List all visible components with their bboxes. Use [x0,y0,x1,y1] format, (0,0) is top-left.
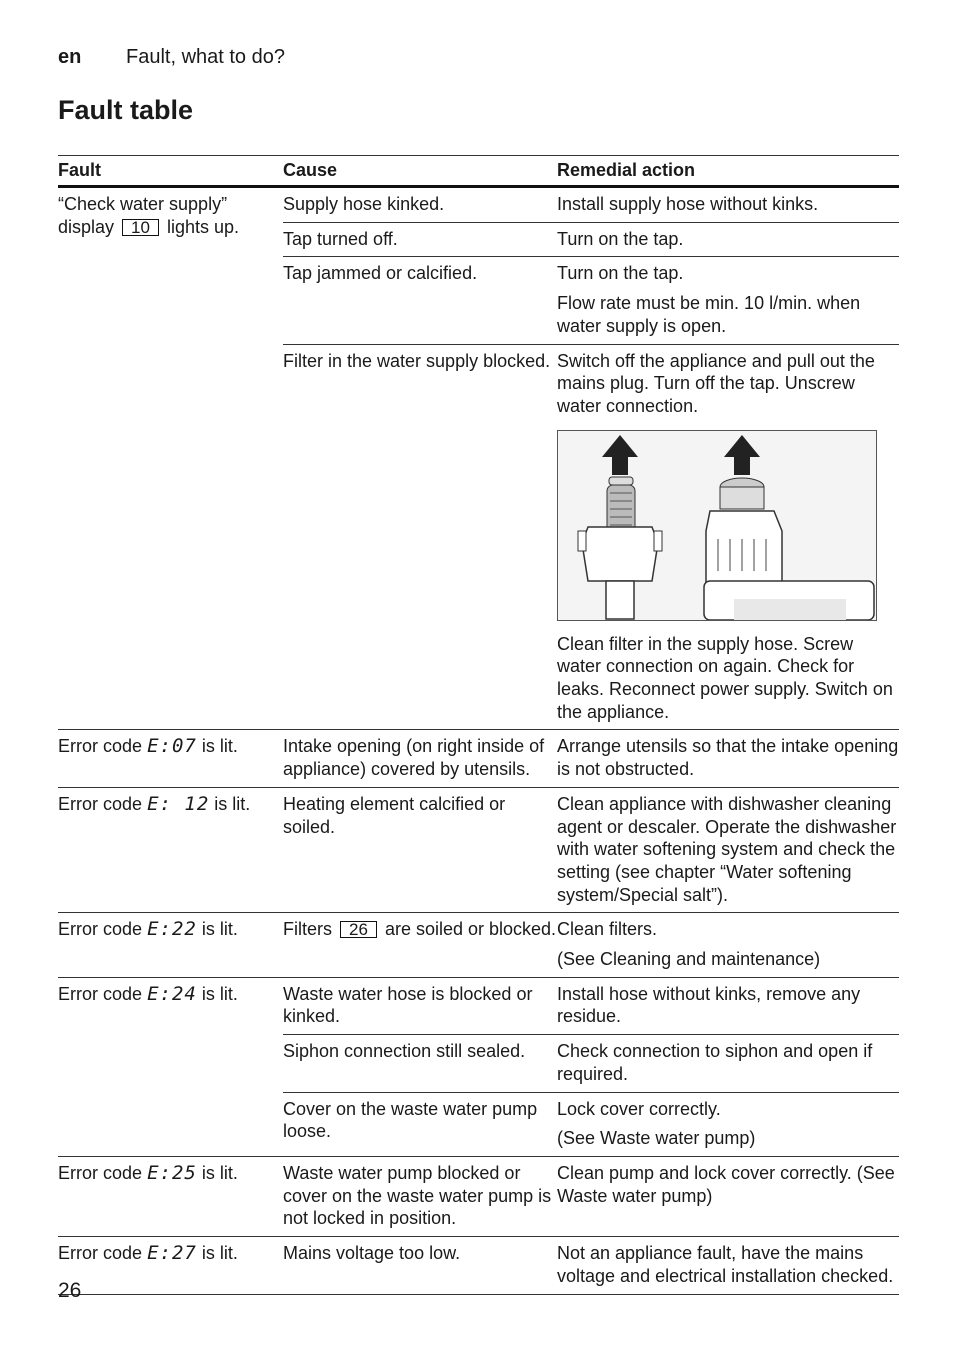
remedy-text: (See Cleaning and maintenance) [557,949,821,970]
cause-cell: Mains voltage too low. [283,1243,461,1264]
cause-cell: Intake opening (on right inside of appliance) covered by utensils. [283,736,545,780]
fault-text: is lit. [201,1162,238,1183]
part-indicator: 26 [340,921,377,938]
cause-cell: Waste water hose is blocked or kinked. [283,983,533,1027]
fault-group [58,188,899,730]
error-code: E:25 [147,1161,197,1184]
cause-text: Filters [283,919,332,940]
table-row [283,913,899,976]
table-header [58,155,899,188]
fault-cell [58,913,283,976]
cause-text: are soiled or blocked. [384,919,557,940]
error-code: E:22 [147,918,197,941]
remedy-text: Install hose without kinks, remove any residue. [557,983,861,1027]
remedy-cell [557,257,899,343]
fault-group [58,978,899,1157]
fault-text: is lit. [201,1243,238,1264]
fault-cell [58,1157,283,1236]
filter-illustration [557,430,877,621]
remedy-text: Flow rate must be min. 10 l/min. when water supply is open. [557,293,861,336]
fault-text: is lit. [201,919,238,940]
remedy-text: Arrange utensils so that the intake opening is not obstructed. [557,736,899,780]
remedy-cell [557,978,899,1034]
remedy-cell [557,345,899,730]
fault-text: Error code [58,1162,143,1183]
table-row [283,1157,899,1236]
remedy-text: Switch off the appliance and pull out the mains plug. Turn off the tap. Unscrew water connection. [557,350,875,416]
table-row [283,1092,899,1156]
fault-group [58,913,899,977]
remedy-cell [557,1035,899,1091]
remedy-cell [557,730,899,786]
cause-cell: Supply hose kinked. [283,194,445,214]
table-row [283,256,899,343]
fault-group [58,1237,899,1294]
remedy-cell [557,1237,899,1293]
cause-cell: Tap jammed or calcified. [283,263,478,284]
arrow-up-icon [724,435,760,475]
remedy-cell [557,913,899,976]
fault-text: is lit. [214,793,251,814]
table-row [283,978,899,1034]
fault-text: is lit. [201,736,238,757]
arrow-up-icon [602,435,638,475]
remedy-cell [557,223,899,257]
fault-text: Error code [58,919,143,940]
table-row [283,1237,899,1293]
remedy-text: Clean filters. [557,919,658,940]
col-header-remedy: Remedial action [557,160,696,180]
fault-cell [58,788,283,913]
page-title: Fault table [58,95,194,125]
fault-text: lights up. [166,216,240,237]
error-code: E:07 [147,735,197,758]
remedy-cell [557,1093,899,1156]
display-indicator: 10 [122,219,159,236]
table-row [283,730,899,786]
table-row [283,222,899,257]
cause-cell: Cover on the waste water pump loose. [283,1098,538,1142]
fault-table [58,155,899,1295]
remedy-text: Clean appliance with dishwasher cleaning agent or descaler. Operate the dishwasher with water softening system and check the setting (see chapter “Water softening system/Special salt”). [557,793,897,905]
fault-group [58,730,899,787]
cause-cell: Waste water pump blocked or cover on the waste water pump is not locked in position. [283,1162,552,1229]
remedy-text: Check connection to siphon and open if required. [557,1041,873,1084]
remedy-text: Install supply hose without kinks. [557,194,819,214]
cause-cell: Heating element calcified or soiled. [283,793,506,837]
cause-cell: Siphon connection still sealed. [283,1041,526,1062]
table-row [283,344,899,730]
fault-text: Error code [58,736,143,757]
remedy-cell [557,1157,899,1236]
page-header [58,46,285,69]
fault-group [58,788,899,914]
cause-cell: Filter in the water supply blocked. [283,350,551,371]
language-tag: en [58,46,82,68]
table-row [283,1034,899,1091]
fault-text: Error code [58,1243,143,1264]
remedy-text: Turn on the tap. [557,263,684,284]
cause-cell: Tap turned off. [283,228,398,249]
fault-cell [58,188,283,729]
page-number: 26 [58,1279,82,1302]
remedy-cell [557,788,899,913]
remedy-text: (See Waste water pump) [557,1128,756,1149]
fault-cell [58,1237,283,1293]
cause-cell [283,913,557,976]
remedy-text: Lock cover correctly. [557,1098,721,1119]
col-header-cause: Cause [283,160,338,180]
remedy-text: Not an appliance fault, have the mains voltage and electrical installation checked. [557,1243,894,1286]
table-row [283,188,899,222]
fault-cell [58,730,283,786]
fault-text: is lit. [201,983,238,1004]
col-header-fault: Fault [58,160,101,180]
remedy-text: Clean filter in the supply hose. Screw water connection on again. Check for leaks. Reconnect power supply. Switch on the appliance. [557,633,893,722]
fault-group [58,1157,899,1237]
remedy-text: Clean pump and lock cover correctly. (See Waste water pump) [557,1162,895,1206]
table-row [283,788,899,913]
section-title: Fault, what to do? [126,46,285,68]
error-code: E:27 [147,1242,197,1265]
fault-cell [58,978,283,1156]
fault-text: “Check water supply” display [58,194,228,237]
fault-text: Error code [58,983,143,1004]
error-code: E: 12 [147,792,210,815]
fault-text: Error code [58,793,143,814]
remedy-cell [557,188,899,222]
remedy-text: Turn on the tap. [557,228,684,249]
error-code: E:24 [147,982,197,1005]
